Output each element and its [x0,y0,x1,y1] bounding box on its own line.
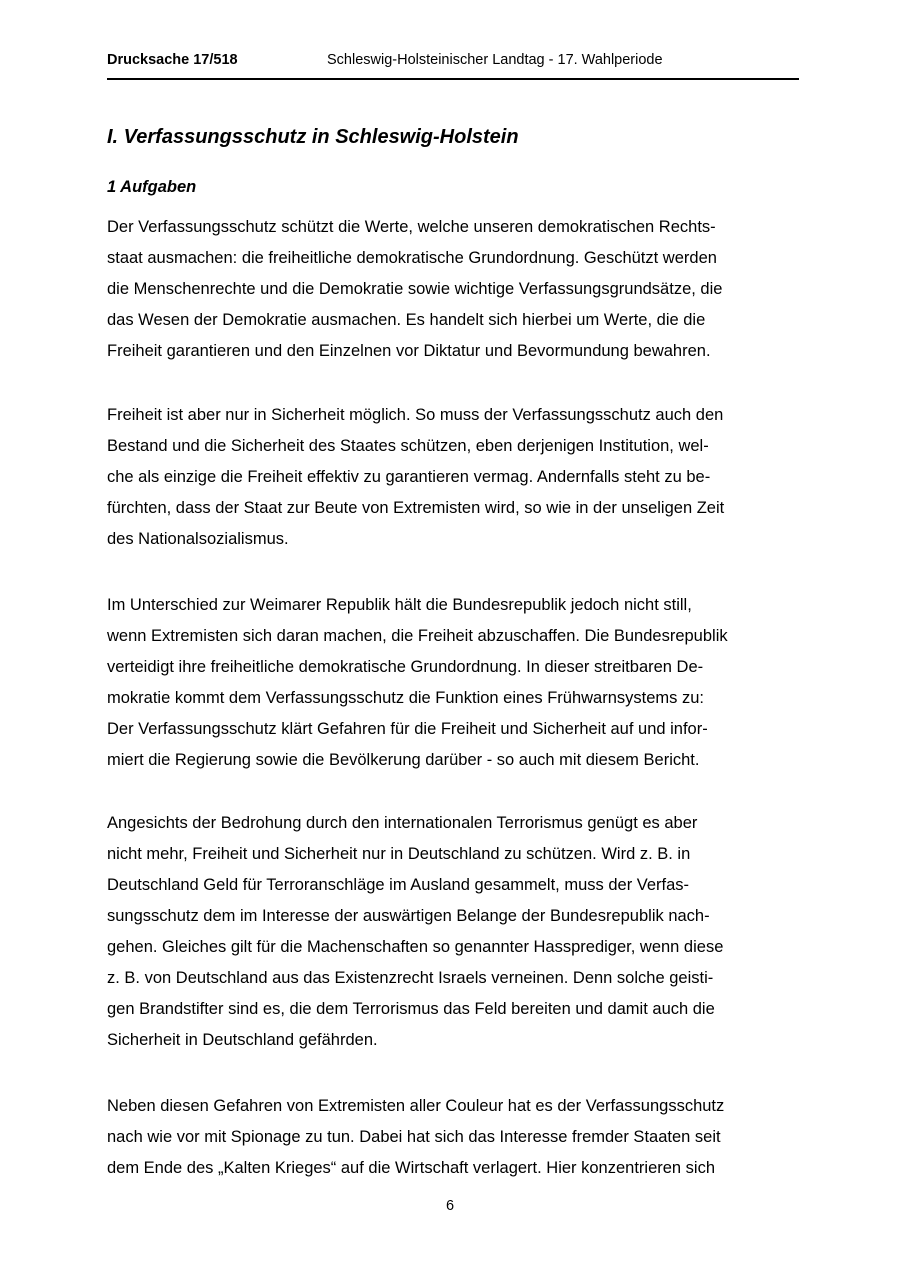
text-line: dem Ende des „Kalten Krieges“ auf die Wirtschaft verlagert. Hier konzentrieren sich [107,1159,716,1177]
text-line: gehen. Gleiches gilt für die Machenschaften so genannter Hassprediger, wenn diese [107,938,724,956]
parliament-period: Schleswig-Holsteinischer Landtag - 17. Wahlperiode [327,52,663,68]
text-line: nach wie vor mit Spionage zu tun. Dabei hat sich das Interesse fremder Staaten seit [107,1128,721,1146]
text-line: Freiheit garantieren und den Einzelnen vor Diktatur und Bevormundung bewahren. [107,342,711,360]
text-line: Im Unterschied zur Weimarer Republik hält die Bundesrepublik jedoch nicht still, [107,596,692,614]
text-line: Sicherheit in Deutschland gefährden. [107,1031,378,1049]
text-line: miert die Regierung sowie die Bevölkerung darüber - so auch mit diesem Bericht. [107,751,700,769]
text-line: Neben diesen Gefahren von Extremisten aller Couleur hat es der Verfassungsschutz [107,1097,725,1115]
text-line: Der Verfassungsschutz klärt Gefahren für die Freiheit und Sicherheit auf und infor- [107,720,708,738]
text-line: fürchten, dass der Staat zur Beute von Extremisten wird, so wie in der unseligen Zeit [107,499,725,517]
text-line: Deutschland Geld für Terroranschläge im Ausland gesammelt, muss der Verfas- [107,876,690,894]
text-line: Bestand und die Sicherheit des Staates schützen, eben derjenigen Institution, wel- [107,437,709,455]
text-line: die Menschenrechte und die Demokratie sowie wichtige Verfassungsgrundsätze, die [107,280,723,298]
text-line: verteidigt ihre freiheitliche demokratische Grundordnung. In dieser streitbaren De- [107,658,704,676]
text-line: staat ausmachen: die freiheitliche demokratische Grundordnung. Geschützt werden [107,249,717,267]
paragraph-3 [107,590,799,776]
text-line: Der Verfassungsschutz schützt die Werte, welche unseren demokratischen Rechts- [107,218,716,236]
text-line: Angesichts der Bedrohung durch den internationalen Terrorismus genügt es aber [107,814,698,832]
section-title: 1 Aufgaben [107,178,197,196]
text-line: des Nationalsozialismus. [107,530,289,548]
text-line: che als einzige die Freiheit effektiv zu garantieren vermag. Andernfalls steht zu be- [107,468,711,486]
text-line: z. B. von Deutschland aus das Existenzrecht Israels verneinen. Denn solche geisti- [107,969,714,987]
page-number: 6 [445,1198,455,1214]
page-header [107,52,799,80]
text-line: gen Brandstifter sind es, die dem Terrorismus das Feld bereiten und damit auch die [107,1000,715,1018]
chapter-title: I. Verfassungsschutz in Schleswig-Holstein [107,126,519,148]
text-line: das Wesen der Demokratie ausmachen. Es handelt sich hierbei um Werte, die die [107,311,706,329]
paragraph-1 [107,212,799,367]
text-line: sungsschutz dem im Interesse der auswärtigen Belange der Bundesrepublik nach- [107,907,710,925]
text-line: Freiheit ist aber nur in Sicherheit möglich. So muss der Verfassungsschutz auch den [107,406,724,424]
text-line: mokratie kommt dem Verfassungsschutz die Funktion eines Frühwarnsystems zu: [107,689,704,707]
paragraph-2 [107,400,799,555]
text-line: nicht mehr, Freiheit und Sicherheit nur in Deutschland zu schützen. Wird z. B. in [107,845,691,863]
paragraph-5 [107,1091,799,1184]
document-number: Drucksache 17/518 [107,52,238,68]
text-line: wenn Extremisten sich daran machen, die Freiheit abzuschaffen. Die Bundesrepublik [107,627,728,645]
paragraph-4 [107,808,799,1056]
